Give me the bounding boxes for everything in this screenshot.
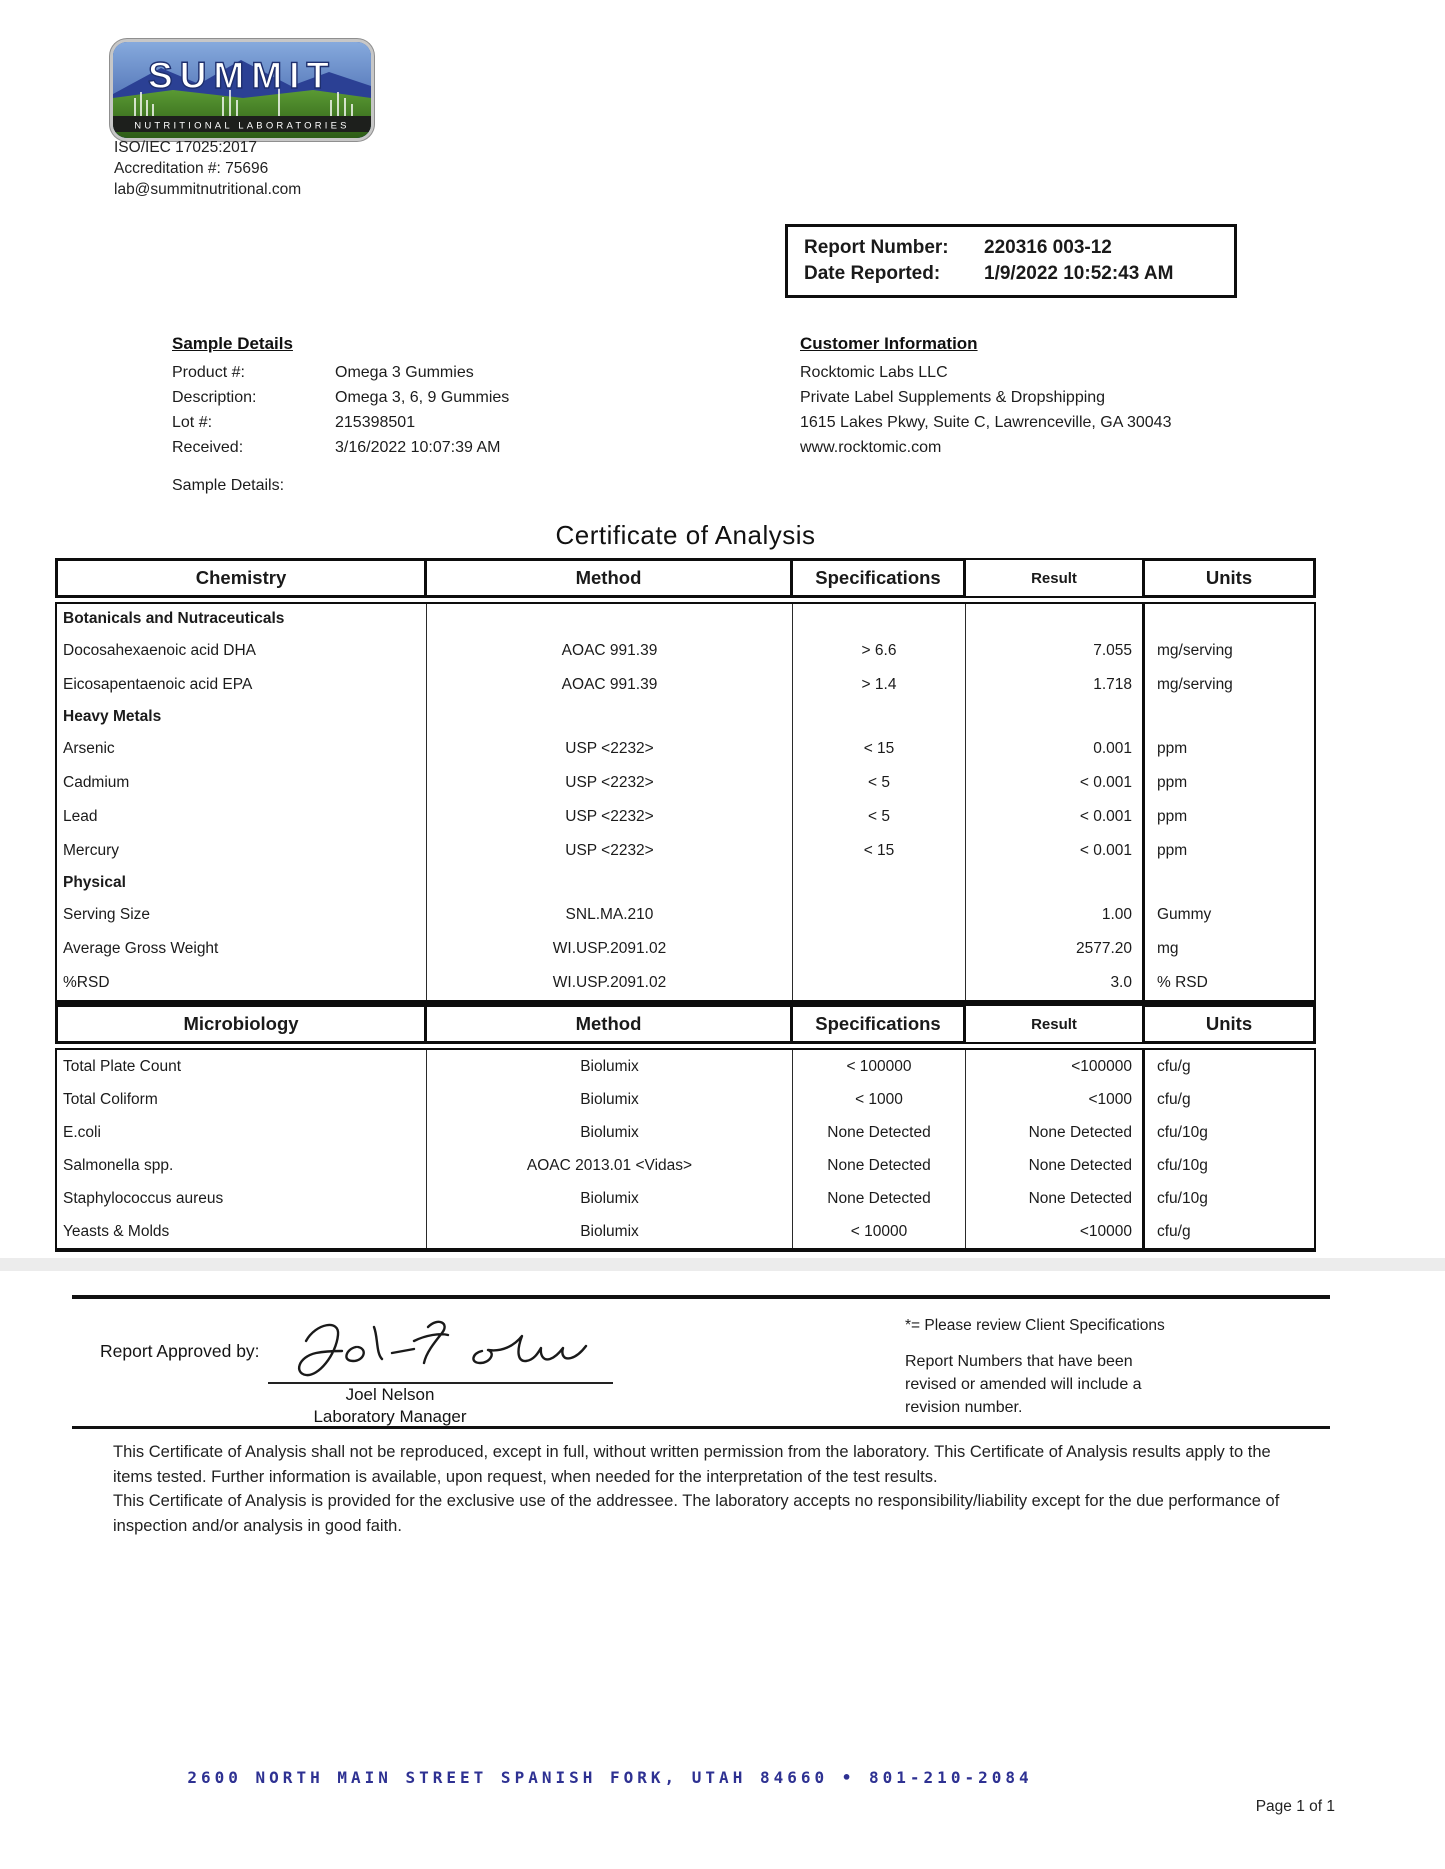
- field-value: Omega 3 Gummies: [335, 364, 474, 381]
- table-cell-result: < 0.001: [966, 766, 1145, 800]
- approver-name: Joel Nelson: [345, 1385, 435, 1404]
- table-cell-name: Cadmium: [57, 766, 427, 800]
- table-cell-spec: [793, 966, 966, 1000]
- table-cell-name: Physical: [57, 868, 427, 898]
- chemistry-table-body: [55, 602, 1316, 1004]
- table-cell-name: %RSD: [57, 966, 427, 1000]
- table-cell-units: cfu/10g: [1157, 1123, 1208, 1141]
- table-cell-result: [966, 604, 1145, 634]
- table-row: [57, 668, 1314, 702]
- table-cell-spec: [793, 932, 966, 966]
- table-cell-result: None Detected: [966, 1149, 1145, 1182]
- table-cell-units: [1145, 604, 1314, 634]
- table-row: [57, 732, 1314, 766]
- column-header-chemistry: Chemistry: [55, 558, 427, 598]
- table-row: [57, 1083, 1314, 1116]
- table-cell-spec: > 1.4: [793, 668, 966, 702]
- table-cell-name: Docosahexaenoic acid DHA: [57, 634, 427, 668]
- table-cell-units: mg/serving: [1157, 642, 1233, 659]
- table-cell-units: [1145, 868, 1314, 898]
- table-cell-method: Biolumix: [427, 1116, 793, 1149]
- table-row: [57, 898, 1314, 932]
- table-cell-result: 7.055: [966, 634, 1145, 668]
- table-cell-result: 1.00: [966, 898, 1145, 932]
- lab-address: 2600 NORTH MAIN STREET SPANISH FORK, UTAH 84660 • 801-210-2084: [187, 1768, 1033, 1787]
- customer-information-lines: [800, 360, 1171, 460]
- table-row: [57, 1215, 1314, 1248]
- customer-line: www.rocktomic.com: [800, 439, 942, 456]
- table-cell-method: Biolumix: [427, 1083, 793, 1116]
- table-cell-units: % RSD: [1157, 974, 1208, 991]
- report-number-label: Report Number:: [804, 237, 949, 258]
- table-cell-spec: < 1000: [793, 1083, 966, 1116]
- sample-details-title: Sample Details: [172, 334, 293, 353]
- report-info-box: [785, 224, 1237, 298]
- field-value: 215398501: [335, 414, 416, 431]
- table-cell-spec: < 100000: [793, 1050, 966, 1083]
- table-cell-result: <1000: [966, 1083, 1145, 1116]
- table-row: [57, 932, 1314, 966]
- scan-stripe: [0, 1258, 1445, 1271]
- customer-line: 1615 Lakes Pkwy, Suite C, Lawrenceville, GA 30043: [800, 414, 1172, 431]
- table-cell-units: ppm: [1157, 774, 1188, 791]
- summit-logo: [113, 42, 371, 138]
- table-cell-result: <100000: [966, 1050, 1145, 1083]
- column-header-specifications: Specifications: [793, 1004, 966, 1044]
- table-section-row: [57, 868, 1314, 898]
- table-cell-result: < 0.001: [966, 834, 1145, 868]
- report-number-value: 220316 003-12: [984, 237, 1112, 258]
- column-header-units: Units: [1145, 558, 1316, 598]
- revision-note: Report Numbers that have been revised or amended will include a revision number.: [905, 1353, 1142, 1416]
- table-cell-name: E.coli: [57, 1116, 427, 1149]
- field-label: Product #:: [172, 364, 245, 381]
- logo-tagline-text: NUTRITIONAL LABORATORIES: [134, 120, 350, 132]
- table-cell-method: AOAC 2013.01 <Vidas>: [427, 1149, 793, 1182]
- table-cell-result: None Detected: [966, 1116, 1145, 1149]
- table-cell-spec: [793, 868, 966, 898]
- table-cell-spec: < 15: [793, 732, 966, 766]
- table-section-row: [57, 702, 1314, 732]
- table-cell-result: < 0.001: [966, 800, 1145, 834]
- table-cell-name: Salmonella spp.: [57, 1149, 427, 1182]
- customer-line: Private Label Supplements & Dropshipping: [800, 389, 1106, 406]
- table-cell-name: Staphylococcus aureus: [57, 1182, 427, 1215]
- table-cell-method: [427, 604, 793, 634]
- table-cell-name: Total Coliform: [57, 1083, 427, 1116]
- table-cell-units: cfu/10g: [1157, 1156, 1208, 1174]
- table-cell-method: USP <2232>: [427, 834, 793, 868]
- report-approved-label: Report Approved by:: [100, 1341, 260, 1361]
- table-row: [57, 1050, 1314, 1083]
- table-row: [57, 966, 1314, 1000]
- sample-details-extra-label: Sample Details:: [172, 477, 285, 494]
- table-cell-units: mg: [1157, 940, 1179, 957]
- table-cell-method: Biolumix: [427, 1050, 793, 1083]
- column-header-result: Result: [966, 1004, 1145, 1044]
- customer-information-title: Customer Information: [800, 334, 978, 353]
- sample-details-list: [172, 360, 509, 460]
- signature: [268, 1310, 613, 1384]
- logo-brand-text: SUMMIT: [148, 55, 336, 96]
- summit-logo-art: [113, 42, 371, 138]
- table-cell-result: [966, 702, 1145, 732]
- table-cell-method: AOAC 991.39: [427, 634, 793, 668]
- table-cell-name: Serving Size: [57, 898, 427, 932]
- table-cell-spec: [793, 604, 966, 634]
- divider-line: [72, 1426, 1330, 1429]
- page-number: Page 1 of 1: [1255, 1798, 1335, 1815]
- table-cell-name: Average Gross Weight: [57, 932, 427, 966]
- table-cell-name: Heavy Metals: [57, 702, 427, 732]
- table-cell-units: cfu/10g: [1157, 1189, 1208, 1207]
- table-cell-spec: < 5: [793, 800, 966, 834]
- table-cell-method: WI.USP.2091.02: [427, 932, 793, 966]
- table-cell-method: USP <2232>: [427, 766, 793, 800]
- field-label: Description:: [172, 389, 257, 406]
- field-value: 3/16/2022 10:07:39 AM: [335, 439, 501, 456]
- table-row: [57, 834, 1314, 868]
- table-row: [57, 1149, 1314, 1182]
- table-cell-spec: None Detected: [793, 1116, 966, 1149]
- table-section-row: [57, 604, 1314, 634]
- table-cell-units: ppm: [1157, 740, 1188, 757]
- spec-review-note: *= Please review Client Specifications: [905, 1317, 1165, 1334]
- microbiology-table-body: [55, 1048, 1316, 1252]
- field-value: Omega 3, 6, 9 Gummies: [335, 389, 510, 406]
- table-cell-spec: < 15: [793, 834, 966, 868]
- lab-email: lab@summitnutritional.com: [114, 181, 302, 198]
- table-cell-method: [427, 868, 793, 898]
- table-row: [57, 800, 1314, 834]
- table-cell-spec: None Detected: [793, 1149, 966, 1182]
- table-cell-units: mg/serving: [1157, 676, 1233, 693]
- disclaimer-text: [113, 1440, 1303, 1538]
- column-header-method: Method: [427, 558, 793, 598]
- table-cell-result: 3.0: [966, 966, 1145, 1000]
- table-cell-spec: None Detected: [793, 1182, 966, 1215]
- column-header-method: Method: [427, 1004, 793, 1044]
- table-row: [57, 1116, 1314, 1149]
- disclaimer-paragraph: This Certificate of Analysis shall not be reproduced, except in full, without written permission from the laboratory. This Certificate of Analysis results apply to the items tested. Further information is available, upon request, when needed for the interpretation of the test results.: [113, 1443, 1271, 1486]
- column-header-units: Units: [1145, 1004, 1316, 1044]
- table-cell-name: Lead: [57, 800, 427, 834]
- table-cell-units: cfu/g: [1157, 1222, 1191, 1240]
- table-cell-method: AOAC 991.39: [427, 668, 793, 702]
- table-cell-units: cfu/g: [1157, 1090, 1191, 1108]
- approver-title: Laboratory Manager: [313, 1407, 467, 1426]
- table-cell-method: SNL.MA.210: [427, 898, 793, 932]
- table-cell-name: Botanicals and Nutraceuticals: [57, 604, 427, 634]
- disclaimer-paragraph: This Certificate of Analysis is provided for the exclusive use of the addressee. The laboratory accepts no responsibility/liability except for the due performance of inspection and/or analysis in good faith.: [113, 1492, 1280, 1535]
- date-reported-label: Date Reported:: [804, 263, 941, 284]
- table-cell-name: Yeasts & Molds: [57, 1215, 427, 1248]
- microbiology-table-header: [55, 1004, 1316, 1044]
- table-cell-spec: [793, 702, 966, 732]
- table-cell-method: WI.USP.2091.02: [427, 966, 793, 1000]
- table-cell-method: [427, 702, 793, 732]
- customer-line: Rocktomic Labs LLC: [800, 364, 948, 381]
- table-cell-spec: [793, 898, 966, 932]
- table-cell-method: USP <2232>: [427, 732, 793, 766]
- table-cell-result: 1.718: [966, 668, 1145, 702]
- table-cell-units: ppm: [1157, 808, 1188, 825]
- table-cell-units: cfu/g: [1157, 1057, 1191, 1075]
- column-header-microbiology: Microbiology: [55, 1004, 427, 1044]
- table-cell-result: [966, 868, 1145, 898]
- table-cell-result: 2577.20: [966, 932, 1145, 966]
- table-cell-name: Mercury: [57, 834, 427, 868]
- accreditation-number: Accreditation #: 75696: [114, 160, 269, 177]
- table-cell-units: ppm: [1157, 842, 1188, 859]
- table-cell-result: 0.001: [966, 732, 1145, 766]
- table-cell-spec: < 5: [793, 766, 966, 800]
- table-row: [57, 766, 1314, 800]
- field-label: Received:: [172, 439, 244, 456]
- table-cell-result: <10000: [966, 1215, 1145, 1248]
- table-row: [57, 634, 1314, 668]
- table-cell-name: Arsenic: [57, 732, 427, 766]
- column-header-result: Result: [966, 558, 1145, 598]
- signature-ink: [268, 1310, 613, 1382]
- column-header-specifications: Specifications: [793, 558, 966, 598]
- table-cell-units: Gummy: [1157, 906, 1212, 923]
- table-cell-name: Eicosapentaenoic acid EPA: [57, 668, 427, 702]
- table-cell-result: None Detected: [966, 1182, 1145, 1215]
- table-cell-spec: < 10000: [793, 1215, 966, 1248]
- iso-accreditation: ISO/IEC 17025:2017: [114, 139, 258, 156]
- table-row: [57, 1182, 1314, 1215]
- table-cell-method: Biolumix: [427, 1215, 793, 1248]
- table-cell-method: USP <2232>: [427, 800, 793, 834]
- divider-line: [72, 1295, 1330, 1299]
- field-label: Lot #:: [172, 414, 213, 431]
- table-cell-units: [1145, 702, 1314, 732]
- table-cell-spec: > 6.6: [793, 634, 966, 668]
- date-reported-value: 1/9/2022 10:52:43 AM: [984, 263, 1174, 284]
- page-title: Certificate of Analysis: [555, 520, 816, 550]
- chemistry-table-header: [55, 558, 1316, 598]
- table-cell-name: Total Plate Count: [57, 1050, 427, 1083]
- table-cell-method: Biolumix: [427, 1182, 793, 1215]
